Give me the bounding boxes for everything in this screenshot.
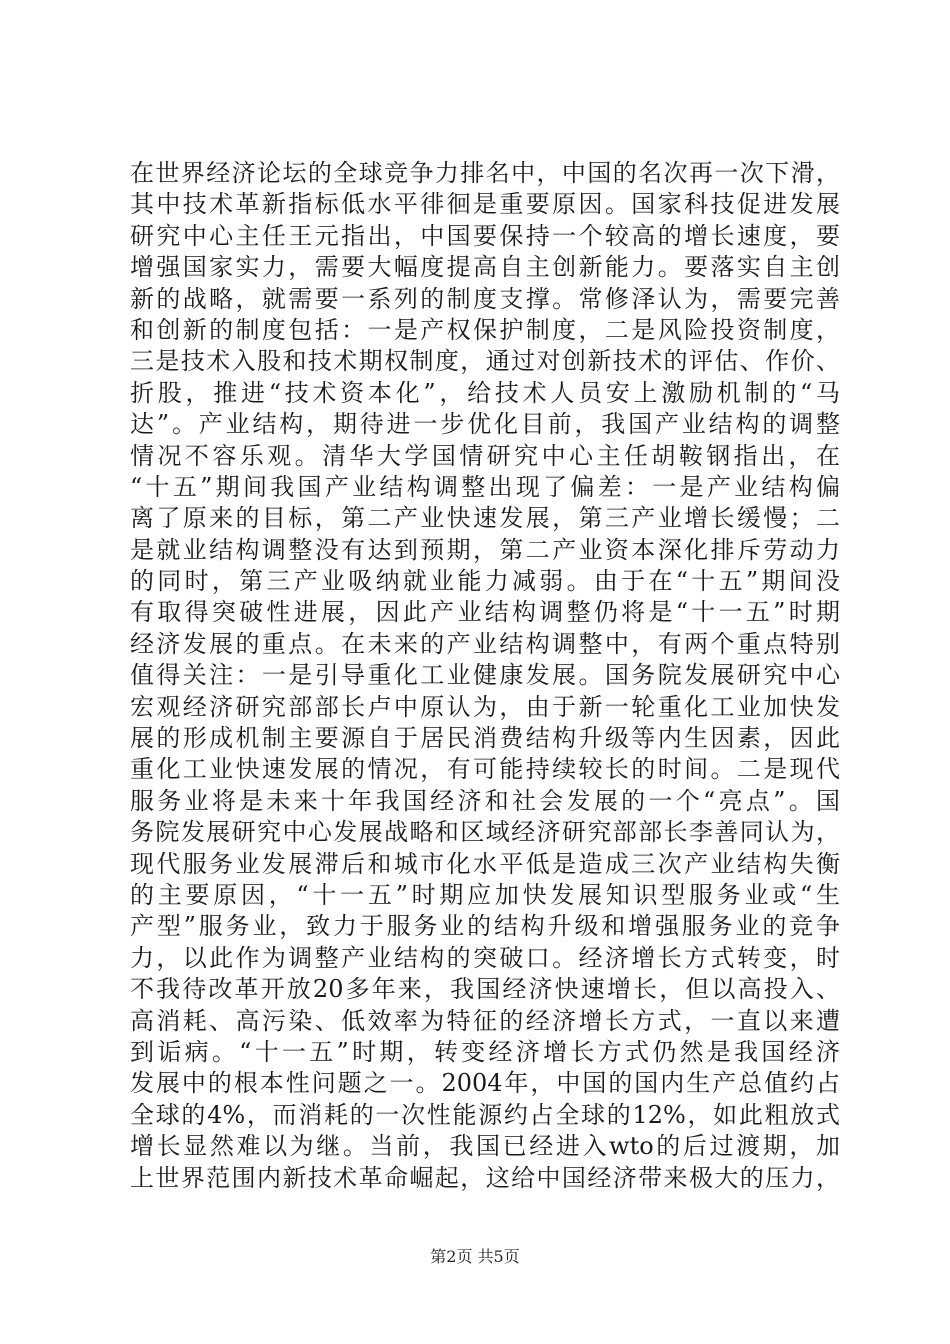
text-line: 宏观经济研究部部长卢中原认为，由于新一轮重化工业加快发 <box>130 692 840 721</box>
text-line: 重化工业快速发展的情况，有可能持续较长的时间。二是现代 <box>130 755 840 784</box>
text-line: 发展中的根本性问题之一。2004年，中国的国内生产总值约占 <box>130 1069 840 1098</box>
text-line: 产型”服务业，致力于服务业的结构升级和增强服务业的竞争 <box>130 912 840 941</box>
text-line: 其中技术革新指标低水平徘徊是重要原因。国家科技促进发展 <box>130 190 840 219</box>
text-line: 达”。产业结构，期待进一步优化目前，我国产业结构的调整 <box>130 410 840 439</box>
text-line: 和创新的制度包括：一是产权保护制度，二是风险投资制度， <box>130 315 840 344</box>
text-line: 力，以此作为调整产业结构的突破口。经济增长方式转变，时 <box>130 943 840 972</box>
text-line: 折股，推进“技术资本化”，给技术人员安上激励机制的“马 <box>130 378 840 407</box>
text-line: 务院发展研究中心发展战略和区域经济研究部部长李善同认为， <box>130 818 840 847</box>
text-line: 的同时，第三产业吸纳就业能力减弱。由于在“十五”期间没 <box>130 567 840 596</box>
text-line: 离了原来的目标，第二产业快速发展，第三产业增长缓慢；二 <box>130 504 840 533</box>
text-line: 展的形成机制主要源自于居民消费结构升级等内生因素，因此 <box>130 724 840 753</box>
text-line: “十五”期间我国产业结构调整出现了偏差：一是产业结构偏 <box>130 472 840 501</box>
body-text <box>130 158 840 1194</box>
page-number-footer: 第2页 共5页 <box>430 1247 520 1266</box>
text-line: 有取得突破性进展，因此产业结构调整仍将是“十一五”时期 <box>130 598 840 627</box>
text-line: 增长显然难以为继。当前，我国已经进入wto的后过渡期，加 <box>130 1132 840 1161</box>
text-line: 上世界范围内新技术革命崛起，这给中国经济带来极大的压力， <box>130 1163 840 1192</box>
text-line: 的主要原因，“十一五”时期应加快发展知识型服务业或“生 <box>130 880 840 909</box>
text-line: 三是技术入股和技术期权制度，通过对创新技术的评估、作价、 <box>130 347 840 376</box>
text-line: 研究中心主任王元指出，中国要保持一个较高的增长速度，要 <box>130 221 840 250</box>
text-line: 新的战略，就需要一系列的制度支撑。常修泽认为，需要完善 <box>130 284 840 313</box>
text-line: 增强国家实力，需要大幅度提高自主创新能力。要落实自主创 <box>130 253 840 282</box>
text-line: 是就业结构调整没有达到预期，第二产业资本深化排斥劳动力 <box>130 535 840 564</box>
text-line: 情况不容乐观。清华大学国情研究中心主任胡鞍钢指出，在 <box>130 441 840 470</box>
text-line: 高消耗、高污染、低效率为特征的经济增长方式，一直以来遭 <box>130 1006 840 1035</box>
text-line: 经济发展的重点。在未来的产业结构调整中，有两个重点特别 <box>130 629 840 658</box>
text-line: 不我待改革开放20多年来，我国经济快速增长，但以高投入、 <box>130 975 840 1004</box>
text-line: 服务业将是未来十年我国经济和社会发展的一个“亮点”。国 <box>130 786 840 815</box>
text-line: 值得关注：一是引导重化工业健康发展。国务院发展研究中心 <box>130 661 840 690</box>
text-line: 全球的4%，而消耗的一次性能源约占全球的12%，如此粗放式 <box>130 1100 840 1129</box>
text-line: 现代服务业发展滞后和城市化水平低是造成三次产业结构失衡 <box>130 849 840 878</box>
text-line: 到诟病。“十一五”时期，转变经济增长方式仍然是我国经济 <box>130 1037 840 1066</box>
text-line: 在世界经济论坛的全球竞争力排名中，中国的名次再一次下滑， <box>130 159 840 187</box>
